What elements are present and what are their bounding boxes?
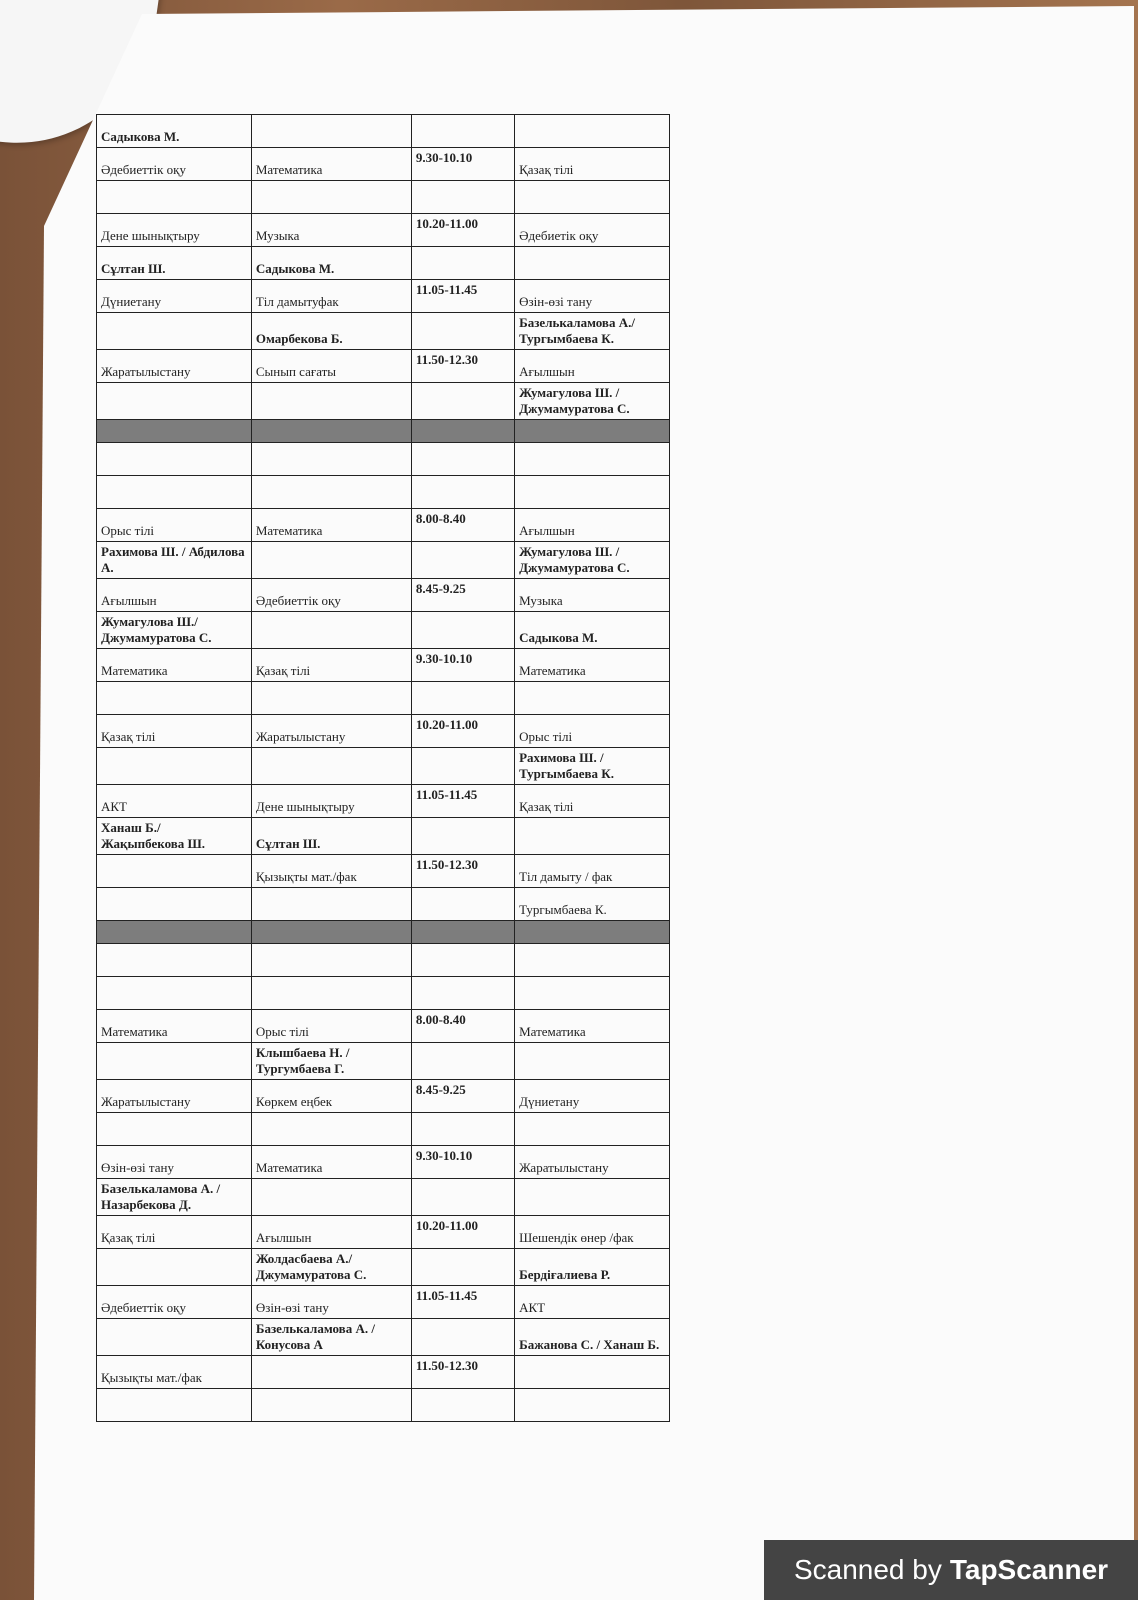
time-cell: 9.30-10.10 — [411, 1146, 514, 1179]
time-cell: 11.05-11.45 — [411, 1286, 514, 1319]
subject-cell — [515, 1389, 670, 1422]
table-row — [97, 443, 670, 476]
table-row — [97, 1389, 670, 1422]
table-row — [97, 785, 670, 818]
table-row — [97, 855, 670, 888]
table-row — [97, 748, 670, 785]
subject-cell — [97, 1043, 252, 1080]
divider-cell — [251, 420, 411, 443]
table-row — [97, 649, 670, 682]
subject-cell — [97, 476, 252, 509]
subject-cell — [97, 443, 252, 476]
time-cell — [411, 1043, 514, 1080]
time-cell: 8.45-9.25 — [411, 579, 514, 612]
subject-cell — [97, 1319, 252, 1356]
subject-cell: Математика — [97, 1010, 252, 1043]
subject-cell: Бердіғалиева Р. — [515, 1249, 670, 1286]
time-cell: 11.50-12.30 — [411, 350, 514, 383]
table-row — [97, 1249, 670, 1286]
subject-cell — [515, 181, 670, 214]
time-cell — [411, 383, 514, 420]
time-cell — [411, 977, 514, 1010]
subject-cell: Тіл дамыту / фак — [515, 855, 670, 888]
table-row — [97, 1113, 670, 1146]
time-cell — [411, 476, 514, 509]
subject-cell: Дүниетану — [97, 280, 252, 313]
divider-cell — [97, 420, 252, 443]
time-cell: 10.20-11.00 — [411, 214, 514, 247]
subject-cell: Көркем еңбек — [251, 1080, 411, 1113]
subject-cell: Жумагулова Ш. / Джумамуратова С. — [515, 383, 670, 420]
subject-cell — [251, 682, 411, 715]
subject-cell: Әдебиетік оқу — [515, 214, 670, 247]
subject-cell: Сұлтан Ш. — [251, 818, 411, 855]
subject-cell: Математика — [515, 649, 670, 682]
subject-cell: Қазақ тілі — [97, 715, 252, 748]
subject-cell: Қазақ тілі — [97, 1216, 252, 1249]
time-cell — [411, 888, 514, 921]
time-cell: 11.50-12.30 — [411, 855, 514, 888]
subject-cell: Ағылшын — [515, 509, 670, 542]
subject-cell: Қазақ тілі — [251, 649, 411, 682]
table-row — [97, 509, 670, 542]
subject-cell — [515, 1356, 670, 1389]
time-cell: 8.00-8.40 — [411, 1010, 514, 1043]
table-row — [97, 1319, 670, 1356]
subject-cell — [251, 977, 411, 1010]
subject-cell: Дене шынықтыру — [97, 214, 252, 247]
subject-cell — [251, 1179, 411, 1216]
subject-cell — [97, 1249, 252, 1286]
table-row — [97, 715, 670, 748]
time-cell: 11.50-12.30 — [411, 1356, 514, 1389]
subject-cell: Сұлтан Ш. — [97, 247, 252, 280]
subject-cell: Бажанова С. / Ханаш Б. — [515, 1319, 670, 1356]
table-row — [97, 977, 670, 1010]
subject-cell — [97, 383, 252, 420]
subject-cell — [515, 476, 670, 509]
divider-cell — [97, 921, 252, 944]
subject-cell — [251, 115, 411, 148]
subject-cell: Жаратылыстану — [515, 1146, 670, 1179]
subject-cell — [251, 181, 411, 214]
subject-cell: Өзін-өзі тану — [251, 1286, 411, 1319]
time-cell: 8.00-8.40 — [411, 509, 514, 542]
table-row — [97, 944, 670, 977]
subject-cell: Базелькаламова А. /Конусова А — [251, 1319, 411, 1356]
subject-cell: Жолдасбаева А./ Джумамуратова С. — [251, 1249, 411, 1286]
subject-cell — [251, 944, 411, 977]
table-row — [97, 818, 670, 855]
subject-cell — [97, 1113, 252, 1146]
subject-cell: Тургымбаева К. — [515, 888, 670, 921]
subject-cell — [515, 1179, 670, 1216]
subject-cell: АКТ — [515, 1286, 670, 1319]
subject-cell: Жумагулова Ш. / Джумамуратова С. — [515, 542, 670, 579]
subject-cell — [515, 115, 670, 148]
table-row — [97, 1216, 670, 1249]
subject-cell: Қазақ тілі — [515, 785, 670, 818]
subject-cell — [515, 977, 670, 1010]
table-row — [97, 115, 670, 148]
time-cell — [411, 247, 514, 280]
table-row — [97, 247, 670, 280]
table-row — [97, 579, 670, 612]
table-row — [97, 888, 670, 921]
subject-cell — [97, 977, 252, 1010]
subject-cell: Базелькаламова А./ Тургымбаева К. — [515, 313, 670, 350]
subject-cell: Қызықты мат./фак — [97, 1356, 252, 1389]
time-cell — [411, 818, 514, 855]
subject-cell — [251, 1356, 411, 1389]
table-row — [97, 682, 670, 715]
table-row — [97, 181, 670, 214]
time-cell — [411, 1113, 514, 1146]
subject-cell — [515, 1113, 670, 1146]
subject-cell — [251, 542, 411, 579]
time-cell — [411, 1389, 514, 1422]
subject-cell: Ағылшын — [515, 350, 670, 383]
table-row — [97, 148, 670, 181]
time-cell: 11.05-11.45 — [411, 280, 514, 313]
subject-cell: Ханаш Б./ Жақыпбекова Ш. — [97, 818, 252, 855]
subject-cell: Дүниетану — [515, 1080, 670, 1113]
time-cell — [411, 1319, 514, 1356]
subject-cell: Өзін-өзі тану — [515, 280, 670, 313]
time-cell — [411, 313, 514, 350]
subject-cell: Рахимова Ш. / Абдилова А. — [97, 542, 252, 579]
subject-cell: Орыс тілі — [251, 1010, 411, 1043]
table-row — [97, 1179, 670, 1216]
subject-cell — [251, 476, 411, 509]
subject-cell — [97, 181, 252, 214]
subject-cell: Рахимова Ш. / Тургымбаева К. — [515, 748, 670, 785]
subject-cell — [251, 1113, 411, 1146]
subject-cell — [97, 682, 252, 715]
subject-cell: Садыкова М. — [515, 612, 670, 649]
subject-cell: Математика — [251, 509, 411, 542]
subject-cell — [251, 1389, 411, 1422]
subject-cell: АКТ — [97, 785, 252, 818]
divider-cell — [411, 420, 514, 443]
subject-cell: Әдебиеттік оқу — [97, 148, 252, 181]
subject-cell: Жаратылыстану — [97, 1080, 252, 1113]
subject-cell: Ағылшын — [251, 1216, 411, 1249]
table-row — [97, 1080, 670, 1113]
time-cell — [411, 682, 514, 715]
divider-cell — [515, 921, 670, 944]
subject-cell: Қызықты мат./фак — [251, 855, 411, 888]
subject-cell: Әдебиеттік оқу — [97, 1286, 252, 1319]
watermark-prefix: Scanned by — [793, 1554, 942, 1585]
subject-cell: Базелькаламова А. / Назарбекова Д. — [97, 1179, 252, 1216]
subject-cell: Клышбаева Н. / Тургумбаева Г. — [251, 1043, 411, 1080]
time-cell: 10.20-11.00 — [411, 715, 514, 748]
subject-cell: Әдебиеттік оқу — [251, 579, 411, 612]
subject-cell: Шешендік өнер /фак — [515, 1216, 670, 1249]
subject-cell — [97, 1389, 252, 1422]
subject-cell: Математика — [515, 1010, 670, 1043]
subject-cell: Музыка — [251, 214, 411, 247]
subject-cell: Ағылшын — [97, 579, 252, 612]
subject-cell — [515, 1043, 670, 1080]
table-row — [97, 1286, 670, 1319]
divider-cell — [515, 420, 670, 443]
subject-cell — [251, 612, 411, 649]
time-cell: 10.20-11.00 — [411, 1216, 514, 1249]
subject-cell: Орыс тілі — [97, 509, 252, 542]
time-cell: 11.05-11.45 — [411, 785, 514, 818]
subject-cell — [515, 944, 670, 977]
subject-cell — [97, 748, 252, 785]
divider-cell — [251, 921, 411, 944]
subject-cell: Өзін-өзі тану — [97, 1146, 252, 1179]
subject-cell — [97, 855, 252, 888]
table-row — [97, 383, 670, 420]
subject-cell: Дене шынықтыру — [251, 785, 411, 818]
time-cell — [411, 748, 514, 785]
schedule-table — [96, 114, 670, 1422]
schedule-body — [97, 115, 670, 1422]
table-row — [97, 214, 670, 247]
time-cell — [411, 115, 514, 148]
table-row — [97, 1010, 670, 1043]
time-cell — [411, 181, 514, 214]
subject-cell — [251, 383, 411, 420]
time-cell: 8.45-9.25 — [411, 1080, 514, 1113]
table-row — [97, 612, 670, 649]
subject-cell: Орыс тілі — [515, 715, 670, 748]
table-row — [97, 280, 670, 313]
subject-cell — [515, 247, 670, 280]
subject-cell: Қазақ тілі — [515, 148, 670, 181]
subject-cell — [251, 888, 411, 921]
subject-cell: Музыка — [515, 579, 670, 612]
time-cell — [411, 1249, 514, 1286]
subject-cell: Жаратылыстану — [251, 715, 411, 748]
table-row — [97, 350, 670, 383]
subject-cell: Садыкова М. — [97, 115, 252, 148]
table-row — [97, 1356, 670, 1389]
day-divider — [97, 420, 670, 443]
time-cell: 9.30-10.10 — [411, 649, 514, 682]
scanner-watermark — [764, 1540, 1138, 1600]
subject-cell — [251, 443, 411, 476]
time-cell — [411, 443, 514, 476]
subject-cell: Жаратылыстану — [97, 350, 252, 383]
schedule-sheet — [96, 114, 680, 1434]
divider-cell — [411, 921, 514, 944]
subject-cell: Математика — [251, 1146, 411, 1179]
subject-cell: Математика — [97, 649, 252, 682]
table-row — [97, 542, 670, 579]
table-row — [97, 313, 670, 350]
subject-cell — [97, 313, 252, 350]
subject-cell: Садыкова М. — [251, 247, 411, 280]
subject-cell — [515, 443, 670, 476]
subject-cell — [515, 818, 670, 855]
subject-cell — [97, 944, 252, 977]
time-cell — [411, 944, 514, 977]
time-cell: 9.30-10.10 — [411, 148, 514, 181]
subject-cell — [515, 682, 670, 715]
subject-cell: Жумагулова Ш./ Джумамуратова С. — [97, 612, 252, 649]
subject-cell: Математика — [251, 148, 411, 181]
table-row — [97, 476, 670, 509]
time-cell — [411, 1179, 514, 1216]
subject-cell — [97, 888, 252, 921]
subject-cell: Сынып сағаты — [251, 350, 411, 383]
subject-cell — [251, 748, 411, 785]
time-cell — [411, 542, 514, 579]
table-row — [97, 1146, 670, 1179]
table-row — [97, 1043, 670, 1080]
subject-cell: Омарбекова Б. — [251, 313, 411, 350]
day-divider — [97, 921, 670, 944]
subject-cell: Тіл дамытуфак — [251, 280, 411, 313]
watermark-brand: TapScanner — [949, 1554, 1109, 1585]
time-cell — [411, 612, 514, 649]
